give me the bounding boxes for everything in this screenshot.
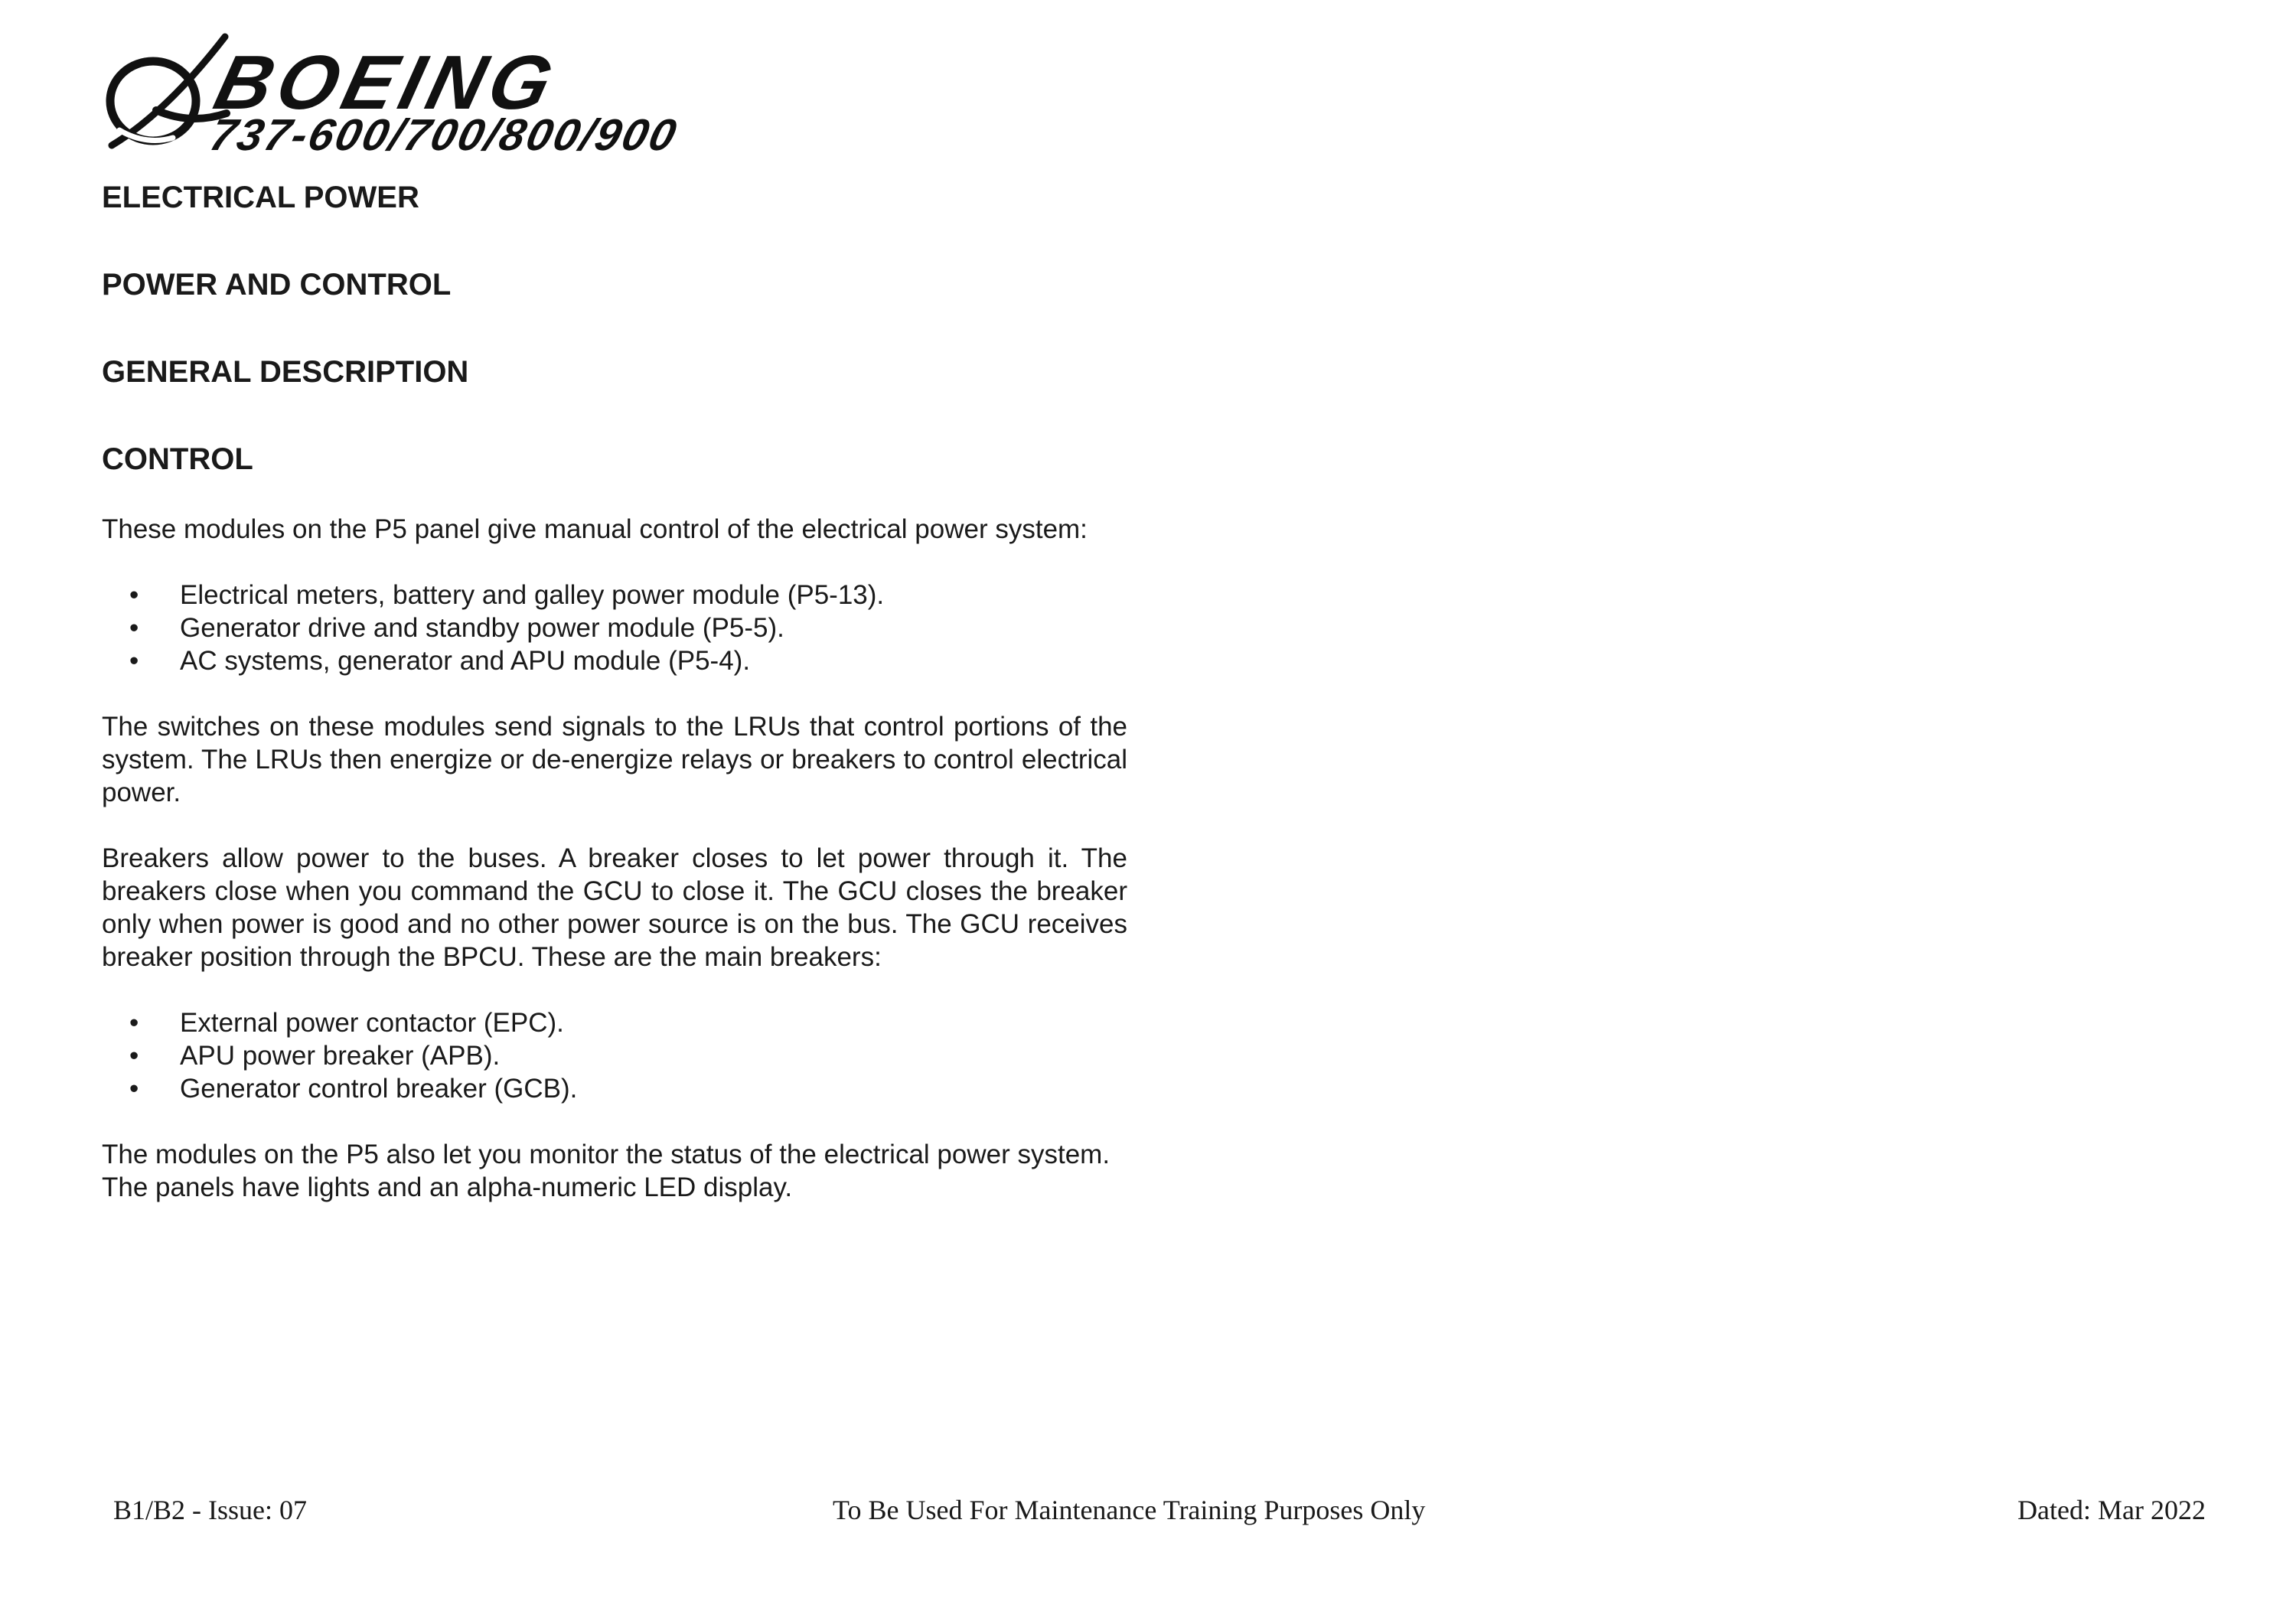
topic-title: CONTROL — [102, 442, 253, 476]
list-item — [102, 579, 1127, 611]
subsection-title: GENERAL DESCRIPTION — [102, 355, 469, 389]
brand-wordmark: BOEING — [207, 40, 567, 126]
list-item — [102, 644, 1127, 677]
document-body — [102, 178, 1127, 1204]
monitor-paragraph: The modules on the P5 also let you monitor the status of the electrical power system. The panels have lights and an alpha-numeric LED display. — [102, 1140, 1110, 1202]
list-item-text: AC systems, generator and APU module (P5-4). — [180, 646, 751, 676]
list-item-text: APU power breaker (APB). — [180, 1041, 501, 1071]
list-item-text: Generator control breaker (GCB). — [180, 1074, 578, 1104]
intro-paragraph: These modules on the P5 panel give manual control of the electrical power system: — [102, 514, 1088, 544]
list-item — [102, 1072, 1127, 1105]
boeing-logo — [96, 31, 1000, 161]
list-item — [102, 1006, 1127, 1039]
bullet-icon: • — [129, 580, 139, 610]
list-item-text: External power contactor (EPC). — [180, 1008, 564, 1038]
bullet-icon: • — [129, 1074, 139, 1104]
list-item — [102, 1039, 1127, 1072]
list-item-text: Generator drive and standby power module (P5-5). — [180, 613, 784, 643]
footer-issue: B1/B2 - Issue: 07 — [113, 1495, 308, 1525]
switches-paragraph: The switches on these modules send signals to the LRUs that control portions of the system. The LRUs then energize or de-energize relays or breakers to control electrical power. — [102, 712, 1127, 807]
bullet-icon: • — [129, 613, 139, 643]
list-item-text: Electrical meters, battery and galley power module (P5-13). — [180, 580, 885, 610]
bullet-icon: • — [129, 646, 139, 676]
list-item — [102, 611, 1127, 644]
aircraft-models: 737-600/700/800/900 — [205, 110, 683, 160]
section-title: POWER AND CONTROL — [102, 268, 452, 302]
bullet-icon: • — [129, 1041, 139, 1071]
modules-list — [102, 579, 1127, 677]
breakers-list — [102, 1006, 1127, 1105]
breakers-paragraph: Breakers allow power to the buses. A breaker closes to let power through it. The breakers close when you command the GCU to close it. The GCU closes the breaker only when power is good and no other power source is on the bus. The GCU receives breaker position through the BPCU. These are the main breakers: — [102, 843, 1127, 972]
footer-notice: To Be Used For Maintenance Training Purposes Only — [833, 1495, 1426, 1525]
footer-dated: Dated: Mar 2022 — [2017, 1495, 2206, 1525]
chapter-title: ELECTRICAL POWER — [102, 181, 419, 214]
bullet-icon: • — [129, 1008, 139, 1038]
